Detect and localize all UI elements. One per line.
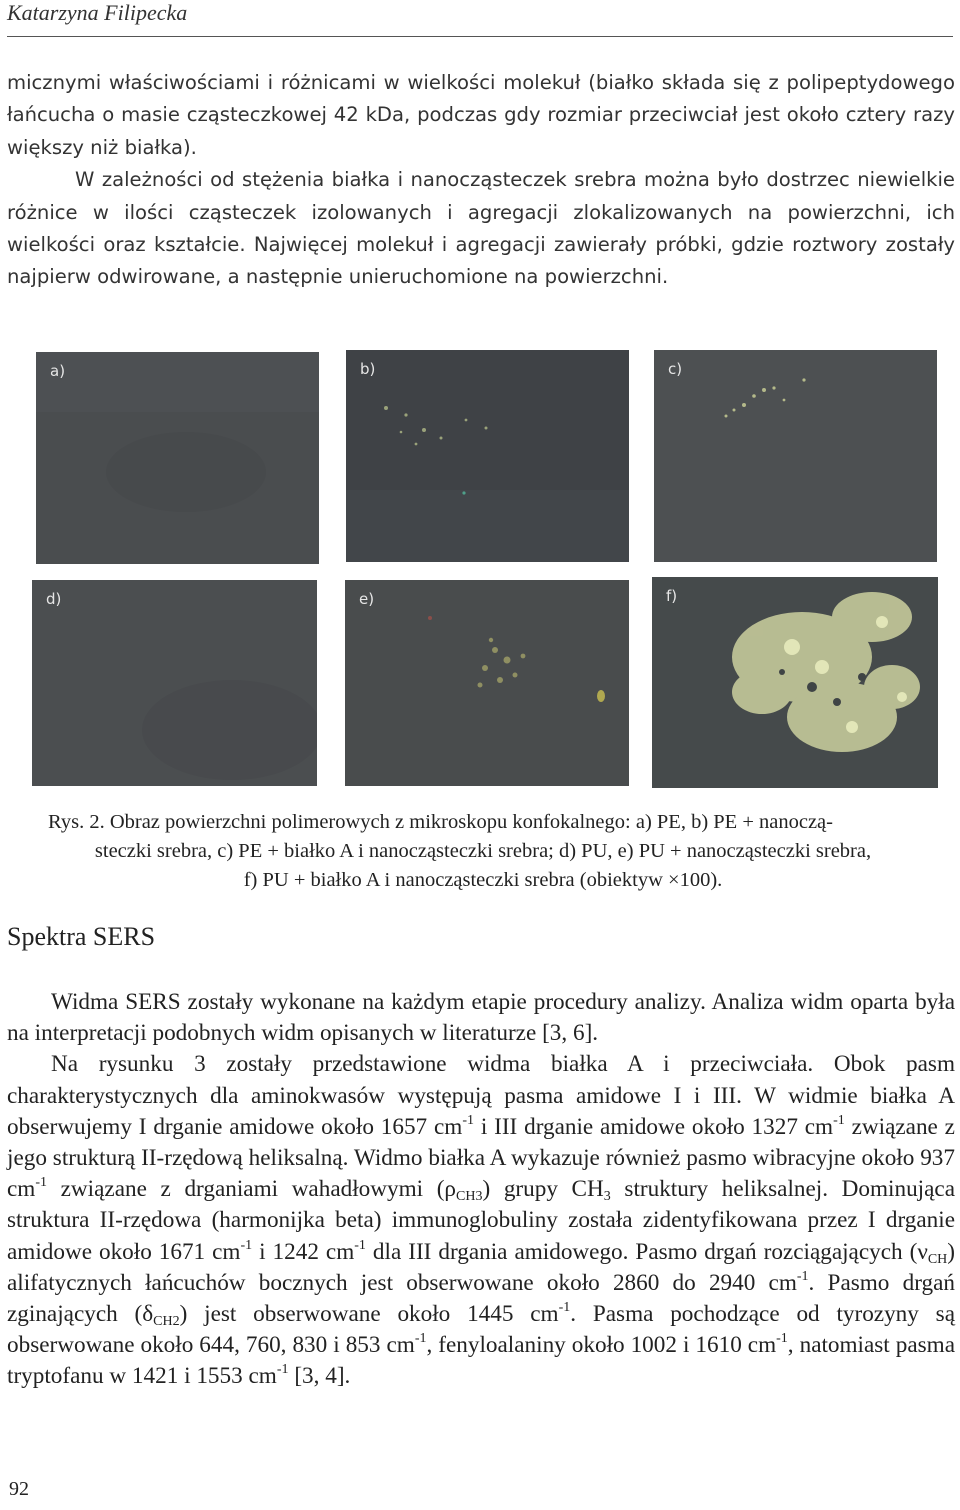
caption-line-1: Rys. 2. Obraz powierzchni polimerowych z mikroskopu konfokalnego: a) PE, b) PE + nanoczą- — [48, 811, 833, 833]
micrograph-c-image — [654, 350, 937, 562]
micrograph-b-image — [346, 350, 629, 562]
intro-text — [7, 67, 955, 294]
superscript-minus-one: -1 — [354, 1237, 366, 1253]
micrograph-e-image — [345, 580, 629, 786]
sers-body-text — [7, 987, 955, 1393]
text-segment: dla III drgania amidowego. Pasmo drgań rozciągających (ν — [365, 1238, 928, 1265]
panel-label-a: a) — [50, 362, 66, 380]
paragraph-continuation: micznymi właściwościami i różnicami w wielkości molekuł (białko składa się z polipeptydowego łańcucha o masie cząsteczkowej 42 kDa, podczas gdy rozmiar przeciwciał jest około cztery razy większy niż białka). — [7, 71, 955, 159]
text-segment: . Pasmo drgań zginających (δ — [7, 1269, 955, 1328]
page-number: 92 — [9, 1478, 29, 1500]
running-header: Katarzyna Filipecka — [7, 0, 188, 25]
panel-label-c: c) — [668, 360, 683, 378]
section-heading: Spektra SERS — [7, 922, 156, 951]
micrograph-panel-f — [652, 577, 938, 788]
panel-label-f: f) — [666, 587, 678, 605]
text-segment: ) alifatycznych łańcuchów bocznych jest obserwowane około 2860 do 2940 cm — [7, 1238, 956, 1296]
micrograph-panel-d — [32, 580, 317, 786]
text-segment: ) grupy CH — [482, 1176, 604, 1203]
text-segment: związane z drganiami wahadłowymi (ρ — [47, 1176, 456, 1203]
subscript-ch3: CH3 — [456, 1189, 483, 1205]
superscript-minus-one: -1 — [462, 1112, 474, 1128]
superscript-minus-one: -1 — [558, 1300, 571, 1316]
text-segment: [3, 4]. — [288, 1363, 351, 1390]
subscript-ch: CH — [927, 1251, 948, 1267]
micrograph-panel-a — [36, 352, 319, 564]
micrograph-a-image — [36, 352, 319, 564]
superscript-minus-one: -1 — [796, 1268, 809, 1284]
micrograph-f-image — [652, 577, 938, 788]
text-segment: struktury heliksalnej. Dominująca struktura II-rzędowa (harmonijka beta) immunoglobuliny została zidentyfikowana przez I drganie amidowe około 1671 cm — [7, 1176, 956, 1265]
text-segment: . Pasma pochodzące od tyrozyny są obserwowane około 644, 760, 830 i 853 cm — [7, 1301, 955, 1359]
micrograph-d-image — [32, 580, 317, 786]
micrograph-panel-e — [345, 580, 629, 786]
paragraph-concentration: W zależności od stężenia białka i nanocząsteczek srebra można było dostrzec niewielkie różnice w ilości cząsteczek izolowanych i agregacji zlokalizowanych na powierzchni, ich wielkości oraz kształcie. Najwięcej molekuł i agregacji zawierały próbki, gdzie roztwory zostały najpierw odwirowane, a następnie unieruchomione na powierzchni. — [7, 168, 955, 289]
superscript-minus-one: -1 — [35, 1175, 47, 1191]
superscript-minus-one: -1 — [776, 1331, 788, 1347]
text-segment: , fenyloalaniny około 1002 i 1610 cm — [426, 1332, 777, 1359]
caption-line-3: f) PU + białko A i nanocząsteczki srebra (obiektyw ×100). — [243, 869, 723, 891]
paragraph-sers-spectra — [7, 1049, 955, 1392]
subscript-3: 3 — [603, 1189, 611, 1205]
text-segment: i 1242 cm — [252, 1238, 355, 1265]
subscript-ch2: CH2 — [153, 1314, 180, 1330]
superscript-minus-one: -1 — [240, 1237, 253, 1253]
panel-label-d: d) — [46, 590, 62, 608]
text-segment: ) jest obserwowane około 1445 cm — [179, 1301, 559, 1328]
superscript-minus-one: -1 — [276, 1362, 289, 1378]
figure-caption — [48, 808, 918, 895]
superscript-minus-one: -1 — [414, 1331, 427, 1347]
text-segment: związane z jego strukturą II-rzędową heliksalną. Widmo białka A wykazuje również pasmo wibracyjne około 937 cm — [7, 1113, 955, 1203]
paragraph-sers-intro: Widma SERS zostały wykonane na każdym etapie procedury analizy. Analiza widm oparta była na interpretacji podobnych widm opisanych w literaturze [3, 6]. — [7, 989, 955, 1047]
header-rule — [7, 36, 953, 37]
micrograph-panel-c — [654, 350, 937, 562]
superscript-minus-one: -1 — [833, 1112, 845, 1128]
caption-line-2: steczki srebra, c) PE + białko A i nanocząsteczki srebra; d) PU, e) PU + nanocząsteczki srebra, — [94, 840, 872, 862]
panel-label-e: e) — [359, 590, 375, 608]
text-segment: i III drganie amidowe około 1327 cm — [473, 1113, 834, 1140]
micrograph-panel-b — [346, 350, 629, 562]
text-segment: Na rysunku 3 zostały przedstawione widma białka A i przeciwciała. Obok pasm charakterystycznych dla aminokwasów występują pasma amidowe I i III. W widmie białka A obserwujemy I drganie amidowe około 1657 cm — [7, 1051, 955, 1140]
panel-label-b: b) — [360, 360, 376, 378]
text-segment: , natomiast pasma tryptofanu w 1421 i 1553 cm — [7, 1332, 955, 1390]
